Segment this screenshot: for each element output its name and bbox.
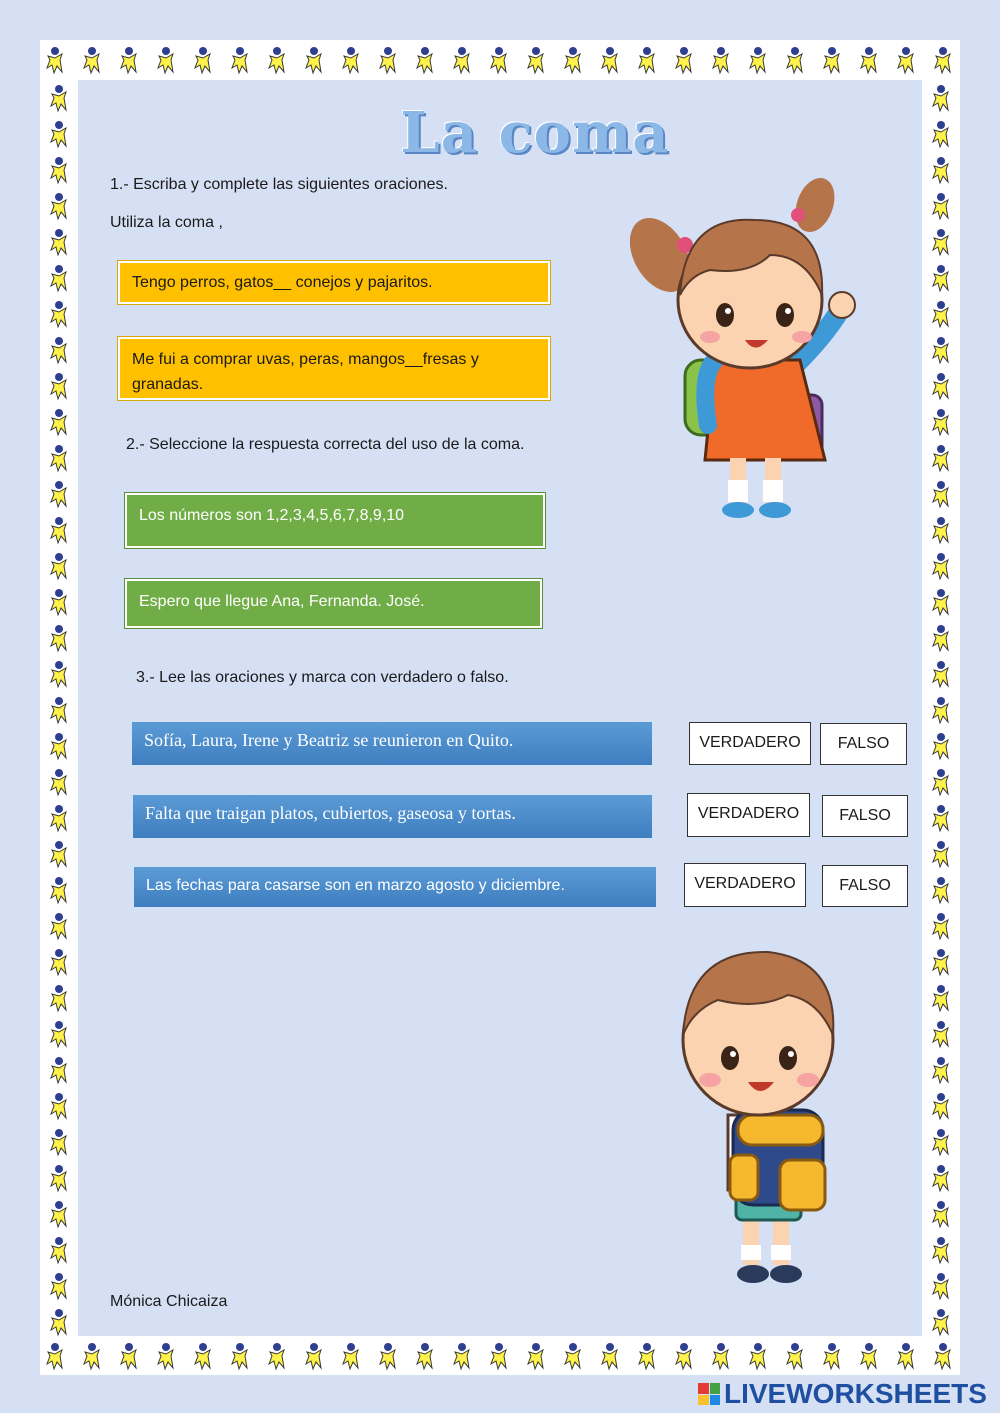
star-figure-icon bbox=[602, 47, 617, 73]
star-figure-border-left bbox=[40, 40, 78, 1375]
false-choice-button[interactable]: FALSO bbox=[820, 723, 907, 765]
star-figure-icon bbox=[933, 841, 948, 867]
star-figure-icon bbox=[51, 697, 66, 723]
star-figure-icon bbox=[933, 337, 948, 363]
star-figure-icon bbox=[676, 47, 691, 73]
answer-option[interactable]: Los números son 1,2,3,4,5,6,7,8,9,10 bbox=[125, 493, 545, 548]
star-figure-icon bbox=[933, 409, 948, 435]
star-figure-icon bbox=[343, 1343, 358, 1369]
star-figure-icon bbox=[232, 1343, 247, 1369]
star-figure-icon bbox=[195, 47, 210, 73]
star-figure-icon bbox=[51, 517, 66, 543]
star-figure-icon bbox=[898, 47, 913, 73]
star-figure-icon bbox=[933, 1129, 948, 1155]
star-figure-icon bbox=[933, 625, 948, 651]
star-figure-icon bbox=[933, 85, 948, 111]
star-figure-icon bbox=[933, 229, 948, 255]
star-figure-icon bbox=[565, 1343, 580, 1369]
star-figure-icon bbox=[676, 1343, 691, 1369]
star-figure-icon bbox=[933, 697, 948, 723]
star-figure-icon bbox=[933, 805, 948, 831]
star-figure-icon bbox=[51, 589, 66, 615]
star-figure-icon bbox=[750, 1343, 765, 1369]
star-figure-icon bbox=[933, 1093, 948, 1119]
star-figure-icon bbox=[933, 589, 948, 615]
star-figure-icon bbox=[933, 1237, 948, 1263]
star-figure-icon bbox=[787, 47, 802, 73]
star-figure-icon bbox=[933, 913, 948, 939]
star-figure-icon bbox=[933, 553, 948, 579]
star-figure-icon bbox=[417, 47, 432, 73]
star-figure-icon bbox=[933, 265, 948, 291]
star-figure-icon bbox=[933, 661, 948, 687]
star-figure-icon bbox=[51, 949, 66, 975]
star-figure-icon bbox=[51, 1093, 66, 1119]
star-figure-icon bbox=[121, 1343, 136, 1369]
star-figure-icon bbox=[933, 445, 948, 471]
author-name: Mónica Chicaiza bbox=[110, 1293, 228, 1310]
star-figure-icon bbox=[51, 769, 66, 795]
star-figure-icon bbox=[380, 1343, 395, 1369]
star-figure-icon bbox=[306, 47, 321, 73]
star-figure-icon bbox=[51, 1021, 66, 1047]
star-figure-icon bbox=[380, 47, 395, 73]
star-figure-icon bbox=[933, 877, 948, 903]
star-figure-icon bbox=[933, 193, 948, 219]
statement-row: Falta que traigan platos, cubiertos, gaseosa y tortas. bbox=[133, 795, 652, 838]
star-figure-icon bbox=[824, 47, 839, 73]
true-choice-button[interactable]: VERDADERO bbox=[689, 722, 811, 765]
star-figure-icon bbox=[933, 949, 948, 975]
brand-logo bbox=[698, 1378, 987, 1410]
star-figure-border-top bbox=[40, 40, 960, 80]
star-figure-icon bbox=[933, 1057, 948, 1083]
star-figure-icon bbox=[933, 1273, 948, 1299]
star-figure-icon bbox=[417, 1343, 432, 1369]
star-figure-icon bbox=[51, 373, 66, 399]
star-figure-icon bbox=[824, 1343, 839, 1369]
star-figure-icon bbox=[51, 1201, 66, 1227]
star-figure-icon bbox=[51, 733, 66, 759]
star-figure-icon bbox=[639, 47, 654, 73]
star-figure-icon bbox=[51, 229, 66, 255]
star-figure-icon bbox=[51, 661, 66, 687]
sentence-box[interactable]: Tengo perros, gatos__ conejos y pajaritos. bbox=[118, 261, 550, 304]
star-figure-icon bbox=[933, 481, 948, 507]
star-figure-icon bbox=[51, 1273, 66, 1299]
star-figure-icon bbox=[565, 47, 580, 73]
star-figure-icon bbox=[121, 47, 136, 73]
star-figure-icon bbox=[713, 47, 728, 73]
section2-instruction: 2.- Seleccione la respuesta correcta del uso de la coma. bbox=[126, 436, 525, 453]
page-title: La coma bbox=[400, 100, 670, 166]
star-figure-icon bbox=[491, 1343, 506, 1369]
section3-instruction: 3.- Lee las oraciones y marca con verdadero o falso. bbox=[136, 669, 509, 686]
star-figure-icon bbox=[51, 121, 66, 147]
star-figure-icon bbox=[84, 1343, 99, 1369]
star-figure-icon bbox=[933, 769, 948, 795]
star-figure-icon bbox=[158, 1343, 173, 1369]
sentence-box[interactable]: Me fui a comprar uvas, peras, mangos__fresas y granadas. bbox=[118, 337, 550, 400]
star-figure-icon bbox=[51, 625, 66, 651]
star-figure-icon bbox=[195, 1343, 210, 1369]
star-figure-icon bbox=[933, 1309, 948, 1335]
false-choice-button[interactable]: FALSO bbox=[822, 795, 908, 837]
statement-row: Las fechas para casarse son en marzo agosto y diciembre. bbox=[134, 867, 656, 907]
section1-instruction: 1.- Escriba y complete las siguientes oraciones. bbox=[110, 176, 448, 193]
brand-name: LIVEWORKSHEETS bbox=[724, 1378, 987, 1409]
star-figure-icon bbox=[933, 517, 948, 543]
star-figure-icon bbox=[51, 1057, 66, 1083]
star-figure-icon bbox=[787, 1343, 802, 1369]
star-figure-icon bbox=[158, 47, 173, 73]
star-figure-icon bbox=[51, 265, 66, 291]
star-figure-icon bbox=[51, 157, 66, 183]
star-figure-icon bbox=[343, 47, 358, 73]
star-figure-icon bbox=[750, 47, 765, 73]
star-figure-icon bbox=[269, 1343, 284, 1369]
star-figure-icon bbox=[51, 409, 66, 435]
true-choice-button[interactable]: VERDADERO bbox=[687, 793, 810, 837]
star-figure-icon bbox=[51, 337, 66, 363]
star-figure-icon bbox=[306, 1343, 321, 1369]
star-figure-border-bottom bbox=[40, 1336, 960, 1376]
star-figure-icon bbox=[51, 913, 66, 939]
star-figure-icon bbox=[933, 1201, 948, 1227]
star-figure-icon bbox=[51, 1309, 66, 1335]
girl-with-backpack-icon bbox=[630, 175, 860, 530]
star-figure-icon bbox=[933, 373, 948, 399]
star-figure-icon bbox=[51, 193, 66, 219]
statement-row: Sofía, Laura, Irene y Beatriz se reunieron en Quito. bbox=[132, 722, 652, 765]
boy-with-backpack-icon bbox=[668, 940, 838, 1290]
star-figure-icon bbox=[51, 445, 66, 471]
star-figure-icon bbox=[51, 841, 66, 867]
star-figure-icon bbox=[861, 47, 876, 73]
star-figure-icon bbox=[454, 47, 469, 73]
star-figure-icon bbox=[454, 1343, 469, 1369]
answer-option[interactable]: Espero que llegue Ana, Fernanda. José. bbox=[125, 579, 542, 628]
star-figure-icon bbox=[639, 1343, 654, 1369]
true-choice-button[interactable]: VERDADERO bbox=[684, 863, 806, 907]
star-figure-icon bbox=[602, 1343, 617, 1369]
star-figure-icon bbox=[51, 553, 66, 579]
star-figure-icon bbox=[861, 1343, 876, 1369]
liveworksheets-logo-icon bbox=[698, 1383, 720, 1405]
star-figure-icon bbox=[933, 121, 948, 147]
star-figure-icon bbox=[713, 1343, 728, 1369]
star-figure-icon bbox=[933, 157, 948, 183]
star-figure-icon bbox=[933, 733, 948, 759]
star-figure-icon bbox=[269, 47, 284, 73]
star-figure-icon bbox=[51, 1129, 66, 1155]
star-figure-icon bbox=[491, 47, 506, 73]
star-figure-icon bbox=[51, 877, 66, 903]
star-figure-icon bbox=[51, 301, 66, 327]
star-figure-icon bbox=[51, 481, 66, 507]
star-figure-icon bbox=[933, 985, 948, 1011]
star-figure-icon bbox=[528, 1343, 543, 1369]
star-figure-icon bbox=[232, 47, 247, 73]
star-figure-icon bbox=[51, 985, 66, 1011]
star-figure-icon bbox=[528, 47, 543, 73]
star-figure-border-right bbox=[922, 40, 960, 1375]
star-figure-icon bbox=[51, 1237, 66, 1263]
star-figure-icon bbox=[84, 47, 99, 73]
star-figure-icon bbox=[933, 301, 948, 327]
star-figure-icon bbox=[51, 85, 66, 111]
section1-hint: Utiliza la coma , bbox=[110, 214, 223, 231]
star-figure-icon bbox=[933, 1165, 948, 1191]
star-figure-icon bbox=[933, 1021, 948, 1047]
star-figure-icon bbox=[898, 1343, 913, 1369]
false-choice-button[interactable]: FALSO bbox=[822, 865, 908, 907]
star-figure-icon bbox=[51, 805, 66, 831]
star-figure-icon bbox=[51, 1165, 66, 1191]
